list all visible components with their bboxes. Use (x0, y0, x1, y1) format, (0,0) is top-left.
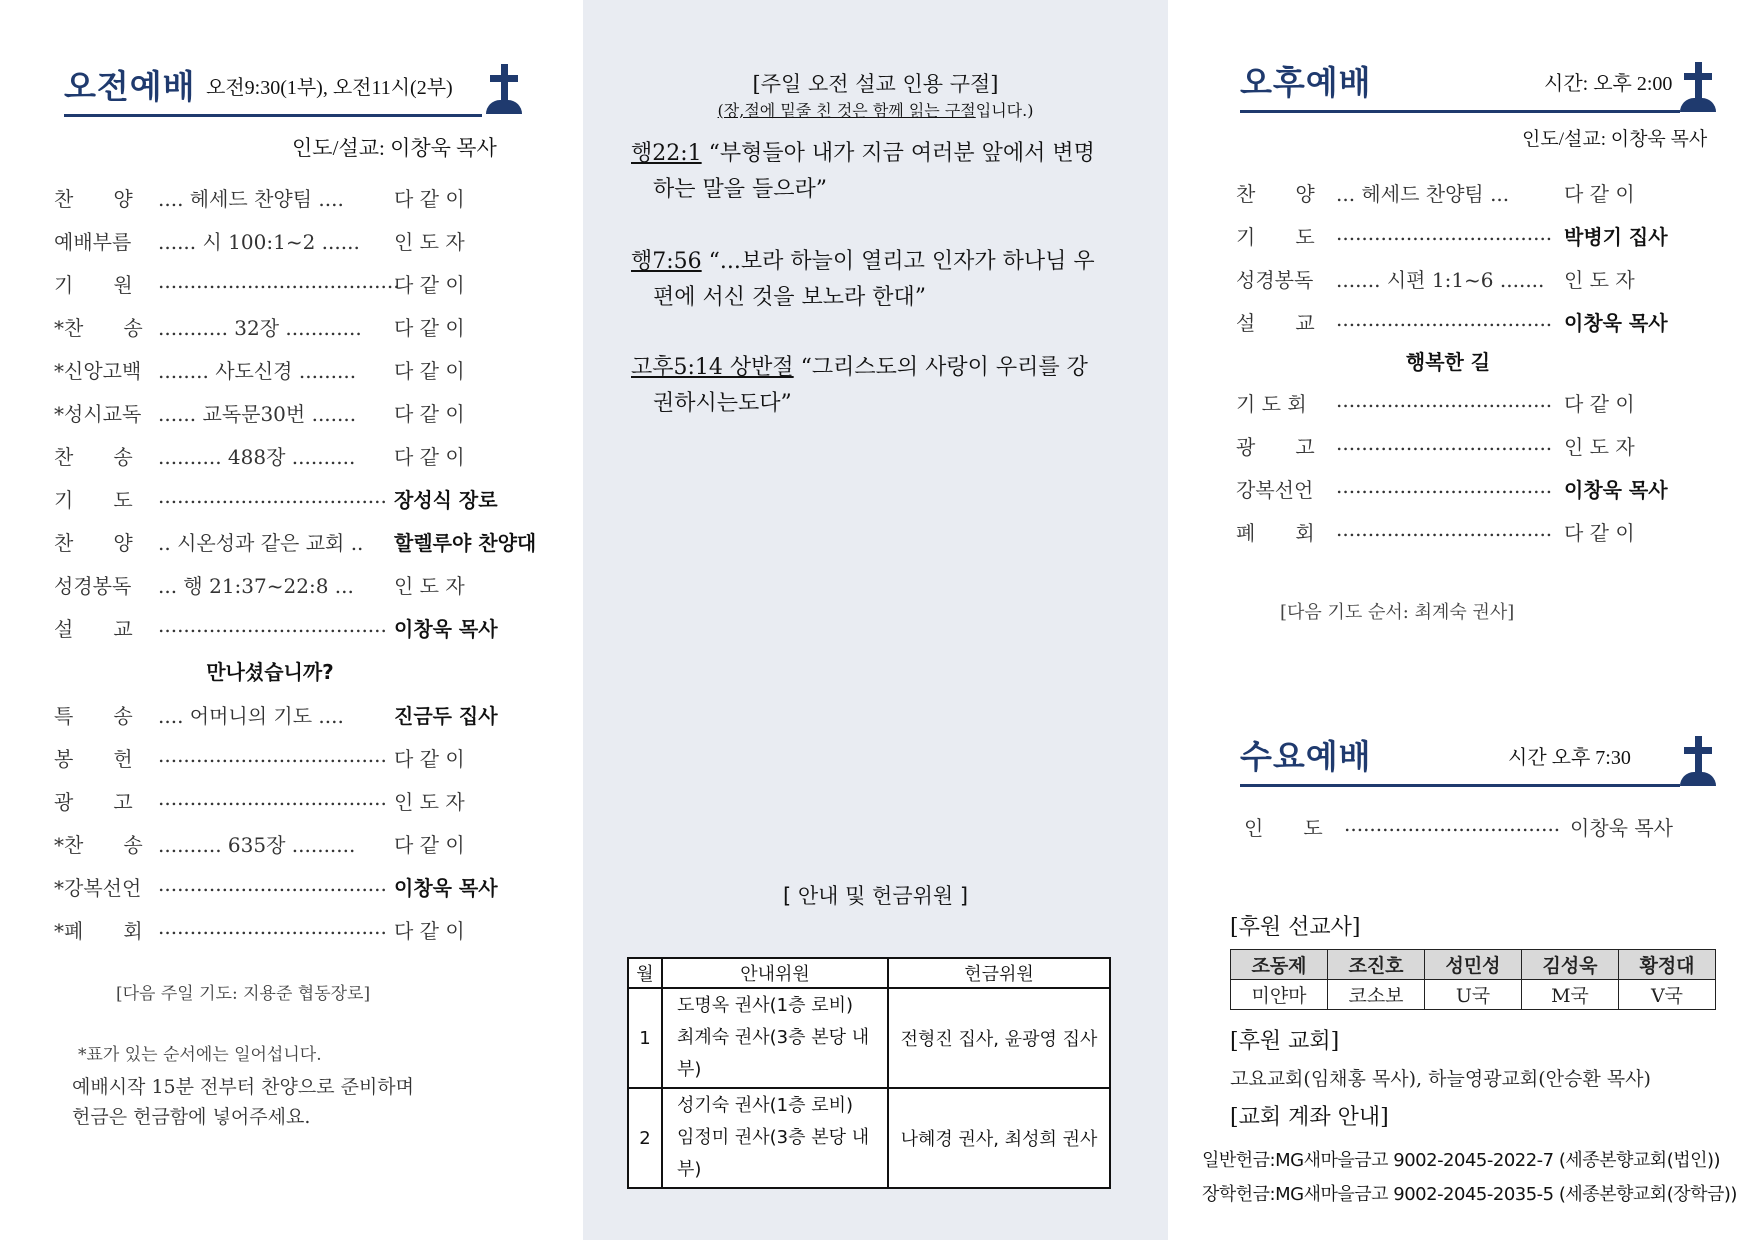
order-item-person: 다 같 이 (1564, 521, 1635, 545)
order-item-label: 봉 헌 (54, 747, 133, 771)
order-item (1236, 307, 1753, 337)
order-item-label: 기 도 (1236, 225, 1315, 249)
order-item-person: 이창욱 목사 (1570, 816, 1673, 840)
order-item-person: 할렐루야 찬양대 (394, 531, 537, 555)
order-item-person: 이창욱 목사 (394, 617, 498, 641)
morning-service-title: 오전예배 (64, 67, 196, 106)
order-item-person: 다 같 이 (1564, 392, 1635, 416)
morning-service-time: 오전9:30(1부), 오전11시(2부) (206, 77, 453, 99)
missionary-country: M국 (1522, 980, 1619, 1010)
duty-table (627, 957, 1111, 1189)
order-item (54, 484, 574, 514)
order-item-person: 인 도 자 (394, 574, 465, 598)
order-item (54, 570, 574, 600)
order-item-person: 인 도 자 (1564, 268, 1635, 292)
order-item-person: 다 같 이 (1564, 182, 1635, 206)
verse-2: 행7:56 “...보라 하늘이 열리고 인자가 하나님 우 편에 서신 것을 보노라 한대” (631, 249, 1095, 310)
morning-sermon-title: 만나셨습니까? (206, 660, 334, 684)
order-item-detail: .................................. (1336, 388, 1553, 412)
order-item (54, 269, 574, 299)
order-item (54, 183, 574, 213)
order-item-detail: .......... 488장 .......... (158, 445, 356, 469)
missionary-country: 코소보 (1328, 980, 1425, 1010)
next-week-prayer: [다음 주일 기도: 지용준 협동장로] (116, 984, 371, 1004)
order-item-label: 특 송 (54, 704, 133, 728)
wednesday-service-time: 시간 오후 7:30 (1508, 747, 1631, 769)
order-item-detail: .................................. (1336, 307, 1553, 331)
order-item-label: *찬 송 (54, 316, 143, 340)
verse-3: 고후5:14 상반절 “그리스도의 사랑이 우리를 강 권하시는도다” (631, 355, 1088, 416)
missionaries-heading: [후원 선교사] (1230, 915, 1361, 940)
order-item-label: 강복선언 (1236, 478, 1314, 502)
order-item-detail: .................................. (1344, 812, 1561, 836)
order-item-label: 광 고 (1236, 435, 1315, 459)
duty-heading: [ 안내 및 헌금위원 ] (782, 884, 969, 908)
accounts-heading: [교회 계좌 안내] (1230, 1105, 1389, 1130)
order-item (54, 398, 574, 428)
order-item-detail: .... 어머니의 기도 .... (158, 704, 344, 728)
missionary-country: V국 (1619, 980, 1716, 1010)
order-item (54, 355, 574, 385)
order-item (1236, 178, 1753, 208)
account-scholarship: 장학헌금:MG새마을금고 9002-2045-2035-5 (세종본향교회(장학금)) (1202, 1184, 1737, 1205)
order-item-person: 다 같 이 (394, 359, 465, 383)
churches-heading: [후원 교회] (1230, 1029, 1340, 1054)
verses-subheading: (장,절에 밑줄 친 것은 함께 읽는 구절입니다.) (717, 101, 1034, 120)
order-item-label: 찬 양 (1236, 182, 1315, 206)
order-item-person: 인 도 자 (394, 790, 465, 814)
order-item (1236, 474, 1753, 504)
order-item-label: 인 도 (1244, 816, 1323, 840)
afternoon-leader: 인도/설교: 이창욱 목사 (1522, 129, 1708, 150)
order-item (54, 872, 574, 902)
next-prayer: [다음 기도 순서: 최계숙 권사] (1280, 602, 1515, 623)
order-item-person: 이창욱 목사 (1564, 311, 1668, 335)
order-item-detail: ...................................... (158, 269, 400, 293)
order-item-person: 이창욱 목사 (394, 876, 498, 900)
missionary-country: 미얀마 (1231, 980, 1328, 1010)
order-item-detail: ....... 시편 1:1~6 ....... (1336, 268, 1545, 292)
order-item (54, 829, 574, 859)
order-item (54, 312, 574, 342)
order-item-detail: ........... 32장 ............ (158, 316, 362, 340)
missionary-name: 조진호 (1328, 950, 1425, 980)
order-item-person: 다 같 이 (394, 273, 465, 297)
afternoon-service-time: 시간: 오후 2:00 (1544, 73, 1673, 95)
morning-service-panel (0, 0, 583, 1240)
order-item-label: 찬 양 (54, 187, 133, 211)
order-item (54, 226, 574, 256)
order-item (1236, 431, 1753, 461)
order-item (54, 527, 574, 557)
table-row: 1 도명옥 권사(1층 로비) 최계숙 권사(3층 본당 내부) 전형진 집사, 윤광영 집사 (628, 988, 1110, 1088)
stand-note: *표가 있는 순서에는 일어섭니다. (78, 1045, 322, 1065)
order-item-detail: .................................... (158, 786, 387, 810)
order-item-label: *강복선언 (54, 876, 142, 900)
order-item (1236, 221, 1753, 251)
order-item-label: 기 도 회 (1236, 392, 1307, 416)
order-item (54, 700, 574, 730)
morning-leader: 인도/설교: 이창욱 목사 (292, 136, 497, 160)
order-item-person: 다 같 이 (394, 919, 465, 943)
order-item-label: 성경봉독 (1236, 268, 1314, 292)
missionary-name: 조동제 (1231, 950, 1328, 980)
notice-text: 예배시작 15분 전부터 찬양으로 준비하며 헌금은 헌금함에 넣어주세요. (72, 1076, 414, 1128)
order-item-label: 찬 송 (54, 445, 133, 469)
missionary-country: U국 (1425, 980, 1522, 1010)
order-item-label: *성시교독 (54, 402, 142, 426)
order-item-detail: .... 헤세드 찬양팀 .... (158, 187, 344, 211)
order-item-person: 박병기 집사 (1564, 225, 1668, 249)
wednesday-service-title: 수요예배 (1240, 737, 1372, 776)
afternoon-service-title: 오후예배 (1240, 63, 1372, 102)
cross-icon (486, 64, 522, 114)
order-item-detail: .. 시온성과 같은 교회 .. (158, 531, 364, 555)
order-item-detail: ... 헤세드 찬양팀 ... (1336, 182, 1510, 206)
order-item-label: 기 도 (54, 488, 133, 512)
missionary-name: 황정대 (1619, 950, 1716, 980)
order-item-person: 다 같 이 (394, 747, 465, 771)
afternoon-sermon-title: 행복한 길 (1405, 350, 1491, 374)
wednesday-service-header (1240, 726, 1680, 787)
order-item-detail: .................................. (1336, 474, 1553, 498)
order-item-detail: ........ 사도신경 ......... (158, 359, 357, 383)
sermon-verses-panel (583, 0, 1168, 1240)
order-item-label: 찬 양 (54, 531, 133, 555)
afternoon-service-header (1240, 52, 1680, 113)
order-item (1236, 264, 1753, 294)
order-item-detail: ...... 교독문30번 ....... (158, 402, 357, 426)
order-item-detail: .................................. (1336, 221, 1553, 245)
verse-1: 행22:1 “부형들아 내가 지금 여러분 앞에서 변명 하는 말을 들으라” (631, 141, 1095, 202)
table-row: 2 성기숙 권사(1층 로비) 임정미 권사(3층 본당 내부) 나혜경 권사, 최성희 권사 (628, 1088, 1110, 1188)
order-item-label: 예배부름 (54, 230, 132, 254)
order-item (54, 915, 574, 945)
order-item-label: *폐 회 (54, 919, 143, 943)
order-item-detail: ... 행 21:37~22:8 ... (158, 574, 354, 598)
order-item-detail: .................................. (1336, 431, 1553, 455)
order-item-label: *찬 송 (54, 833, 143, 857)
order-item-detail: .................................... (158, 613, 387, 637)
order-item-label: 설 교 (1236, 311, 1315, 335)
cross-icon (1680, 736, 1716, 786)
order-item-person: 다 같 이 (394, 445, 465, 469)
order-item-detail: .................................... (158, 743, 387, 767)
order-item-person: 이창욱 목사 (1564, 478, 1668, 502)
order-item-person: 다 같 이 (394, 316, 465, 340)
order-item-label: 기 원 (54, 273, 133, 297)
missionary-name: 김성욱 (1522, 950, 1619, 980)
order-item-detail: .................................... (158, 484, 387, 508)
order-item-detail: .................................... (158, 872, 387, 896)
order-item-label: 폐 회 (1236, 521, 1315, 545)
order-item (1244, 812, 1753, 842)
col-month: 월 (628, 958, 662, 988)
order-item-person: 진금두 집사 (394, 704, 498, 728)
order-item-detail: ...... 시 100:1~2 ...... (158, 230, 360, 254)
order-item-label: 성경봉독 (54, 574, 132, 598)
col-ushers: 안내위원 (662, 958, 888, 988)
order-item (54, 786, 574, 816)
order-item-person: 인 도 자 (1564, 435, 1635, 459)
order-item-detail: .................................... (158, 915, 387, 939)
afternoon-wednesday-panel (1168, 0, 1753, 1240)
order-item-person: 다 같 이 (394, 187, 465, 211)
order-item (54, 743, 574, 773)
order-item-label: 광 고 (54, 790, 133, 814)
order-item (54, 441, 574, 471)
order-item-person: 다 같 이 (394, 402, 465, 426)
order-item-person: 장성식 장로 (394, 488, 498, 512)
order-item-person: 인 도 자 (394, 230, 465, 254)
order-item-label: *신앙고백 (54, 359, 142, 383)
account-general: 일반헌금:MG새마을금고 9002-2045-2022-7 (세종본향교회(법인)) (1202, 1150, 1721, 1171)
order-item (1236, 517, 1753, 547)
order-item-person: 다 같 이 (394, 833, 465, 857)
cross-icon (1680, 62, 1716, 112)
missionaries-table (1230, 949, 1716, 1010)
order-item-detail: .......... 635장 .......... (158, 833, 356, 857)
morning-service-header (64, 56, 482, 117)
order-item (1236, 388, 1753, 418)
order-item (54, 613, 574, 643)
order-item-detail: .................................. (1336, 517, 1553, 541)
missionary-name: 성민성 (1425, 950, 1522, 980)
verses-heading: [주일 오전 설교 인용 구절] (752, 72, 999, 96)
supported-churches: 고요교회(임채홍 목사), 하늘영광교회(안승환 목사) (1230, 1068, 1651, 1090)
order-item-label: 설 교 (54, 617, 133, 641)
col-offering: 헌금위원 (888, 958, 1110, 988)
